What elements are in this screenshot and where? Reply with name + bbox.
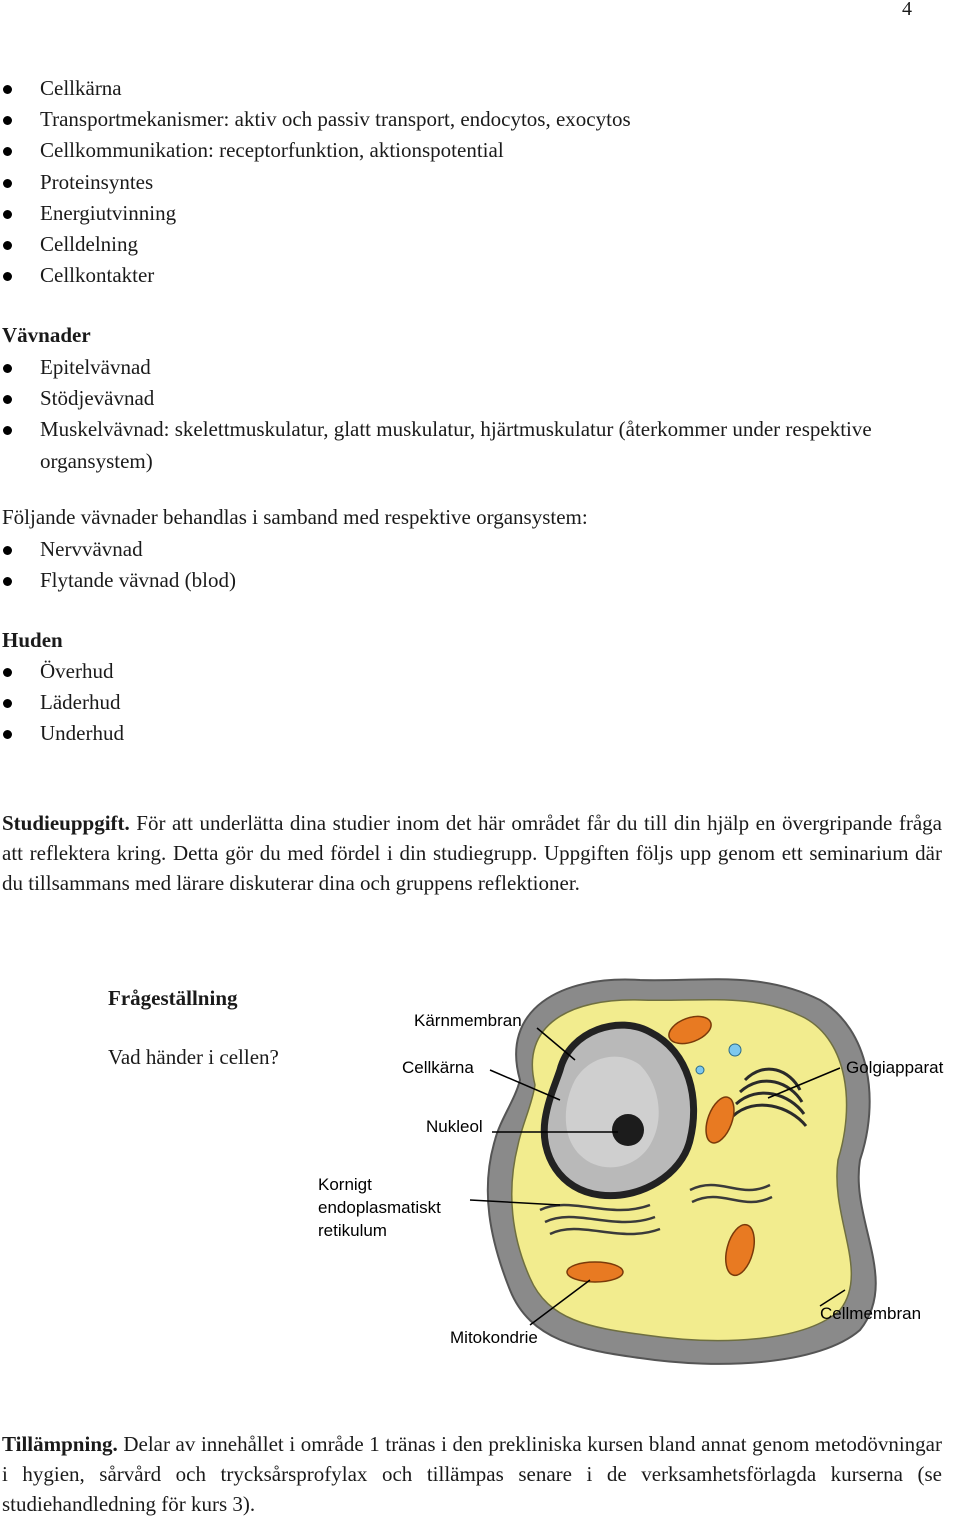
- list-item: Epitelvävnad: [0, 352, 900, 383]
- label-er-line1: Kornigt: [318, 1175, 372, 1194]
- list-item: Överhud: [0, 656, 124, 687]
- list-item: Muskelvävnad: skelettmuskulatur, glatt muskulatur, hjärtmuskulatur (återkommer under respektive organsystem): [0, 414, 900, 476]
- list-item: Celldelning: [0, 229, 631, 260]
- list-item: Stödjevävnad: [0, 383, 900, 414]
- list-item: Cellkärna: [0, 73, 631, 104]
- list-item: Cellkommunikation: receptorfunktion, aktionspotential: [0, 135, 631, 166]
- label-er-line3: retikulum: [318, 1221, 387, 1240]
- page-number: 4: [902, 0, 912, 20]
- list-item: Nervvävnad: [0, 534, 236, 565]
- label-cellkarna: Cellkärna: [402, 1058, 474, 1077]
- skin-list: [0, 656, 124, 750]
- label-karnmembran: Kärnmembran: [414, 1011, 522, 1030]
- application-label: Tillämpning.: [2, 1432, 118, 1456]
- label-nukleol: Nukleol: [426, 1117, 483, 1136]
- following-tissue-list: [0, 534, 236, 596]
- tissue-list: [0, 352, 900, 477]
- nucleus: [544, 1025, 693, 1196]
- cell-topic-list: [0, 73, 631, 291]
- list-item: Flytande vävnad (blod): [0, 565, 236, 596]
- question-heading: Frågeställning: [108, 986, 238, 1010]
- list-item: Energiutvinning: [0, 198, 631, 229]
- study-task-label: Studieuppgift.: [2, 811, 130, 835]
- list-item: Läderhud: [0, 687, 124, 718]
- list-item: Underhud: [0, 718, 124, 749]
- application-text: Delar av innehållet i område 1 tränas i den prekliniska kursen bland annat genom metodövningar i hygien, sårvård och trycksårsprofylax och tillämpas senare i de verksamhetsförlagda kurserna (se studiehandledning för kurs 3).: [2, 1432, 942, 1516]
- following-tissues-text: Följande vävnader behandlas i samband med respektive organsystem:: [2, 505, 588, 529]
- tissues-heading: Vävnader: [2, 323, 91, 347]
- nucleolus: [612, 1114, 644, 1146]
- study-task-text: För att underlätta dina studier inom det här området får du till din hjälp en övergripande fråga att reflektera kring. Detta gör du med fördel i din studiegrupp. Uppgiften följs upp genom ett seminarium där du tillsammans med lärare diskuterar dina och gruppens reflektioner.: [2, 811, 942, 895]
- question-text: Vad händer i cellen?: [108, 1045, 279, 1069]
- label-er-line2: endoplasmatiskt: [318, 1198, 441, 1217]
- list-item: Transportmekanismer: aktiv och passiv transport, endocytos, exocytos: [0, 104, 631, 135]
- skin-heading: Huden: [2, 628, 63, 652]
- list-item: Cellkontakter: [0, 260, 631, 291]
- label-mitokondrie: Mitokondrie: [450, 1328, 538, 1347]
- study-task-paragraph: [2, 809, 942, 898]
- label-golgiapparat: Golgiapparat: [846, 1058, 944, 1077]
- label-cellmembran: Cellmembran: [820, 1304, 922, 1323]
- application-paragraph: [2, 1430, 942, 1519]
- list-item: Proteinsyntes: [0, 167, 631, 198]
